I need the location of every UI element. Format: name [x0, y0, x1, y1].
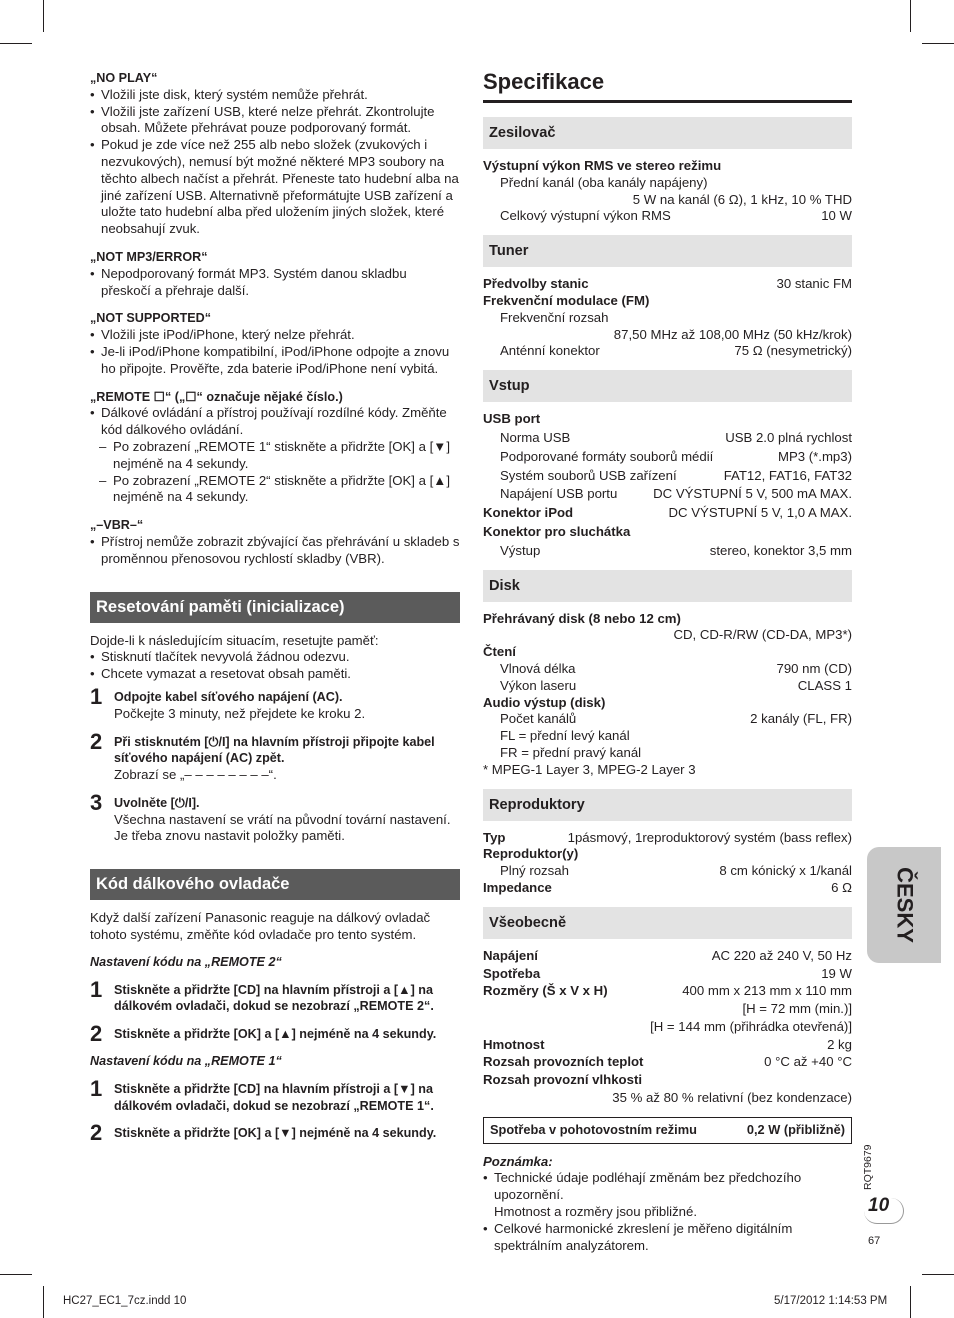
- spec-label: FR = přední pravý kanál: [500, 744, 642, 760]
- spec-label: Výstupní výkon RMS ve stereo režimu: [483, 158, 722, 173]
- remote1-step-1: 1 Stiskněte a přidržte [CD] na hlavním přístroji a [▼] na dálkovém ovladači, dokud se nezobrazí „REMOTE 1“.: [90, 1075, 434, 1113]
- reset-bullet: • Chcete vymazat a resetovat obsah paměti.: [90, 666, 460, 683]
- general-section-title: Všeobecně: [483, 907, 852, 939]
- note-heading: Poznámka:: [483, 1153, 553, 1169]
- error-bullet: • Přístroj nemůže zobrazit zbývající čas přehrávání u skladeb s proměnnou přenosovou rychlostí skladby (VBR).: [90, 534, 460, 568]
- error-heading: „NOT MP3/ERROR“: [90, 249, 208, 264]
- crop-mark: [910, 1286, 911, 1318]
- spec-label: FL = přední levý kanál: [500, 728, 630, 744]
- page-sub-number: 67: [868, 1235, 881, 1247]
- spec-row: Norma USB USB 2.0 plná rychlost: [500, 429, 852, 445]
- spec-row: Hmotnost 2 kg: [483, 1036, 852, 1052]
- reset-section-title: Resetování paměti (inicializace): [90, 592, 460, 623]
- tuner-section-title: Tuner: [483, 235, 852, 267]
- disc-section-title: Disk: [483, 570, 852, 602]
- error-heading: „NO PLAY“: [90, 71, 158, 85]
- spec-row: Napájení AC 220 až 240 V, 50 Hz: [483, 947, 852, 963]
- spec-value: 35 % až 80 % relativní (bez kondenzace): [612, 1090, 852, 1106]
- speakers-section-title: Reproduktory: [483, 789, 852, 821]
- spec-label: Přehrávaný disk (8 nebo 12 cm): [483, 610, 681, 626]
- language-tab-label: ČESKY: [892, 867, 918, 943]
- page-title: Specifikace: [483, 68, 852, 103]
- spec-value: 5 W na kanál (6 Ω), 1 kHz, 10 % THD: [632, 191, 852, 207]
- note-bullet: • Celkové harmonické zkreslení je měřeno digitálním spektrálním analyzátorem.: [483, 1221, 852, 1255]
- spec-row: Plný rozsah 8 cm kónický x 1/kanál: [500, 863, 852, 879]
- error-remote: [90, 389, 460, 507]
- error-heading: „REMOTE ☐“ („☐“ označuje nějaké číslo.): [90, 389, 343, 404]
- dash-item: – Po zobrazení „REMOTE 1“ stiskněte a přidržte [OK] a [▼] nejméně na 4 sekundy.: [99, 438, 450, 471]
- spec-row: Podporované formáty souborů médií MP3 (*.mp3): [500, 448, 852, 464]
- remote-code-intro: Když další zařízení Panasonic reaguje na dálkový ovladač tohoto systému, změňte kód ovladače pro tento systém.: [90, 910, 431, 943]
- spec-label: Přední kanál (oba kanály napájeny): [500, 174, 708, 190]
- language-tab: [867, 847, 941, 963]
- standby-label: Spotřeba v pohotovostním režimu: [490, 1121, 697, 1137]
- spec-row: Typ 1pásmový, 1reproduktorový systém (bass reflex): [483, 829, 852, 845]
- spec-label: Frekvenční rozsah: [500, 309, 609, 325]
- spec-value: CD, CD-R/RW (CD-DA, MP3*): [673, 627, 852, 643]
- spec-row: Počet kanálů 2 kanály (FL, FR): [500, 711, 852, 727]
- spec-row: Impedance 6 Ω: [483, 879, 852, 895]
- error-bullet: • Vložili jste disk, který systém nemůže přehrát.: [90, 87, 460, 104]
- remote2-step-2: 2 Stiskněte a přidržte [OK] a [▲] nejméně na 4 sekundy.: [90, 1021, 437, 1047]
- spec-value: 87,50 MHz až 108,00 MHz (50 kHz/krok): [613, 326, 852, 342]
- spec-label: Čtení: [483, 644, 516, 660]
- reset-step-1: 1 Odpojte kabel síťového napájení (AC). Počkejte 3 minuty, než přejdete ke kroku 2.: [90, 683, 366, 721]
- spec-row: Výstup stereo, konektor 3,5 mm: [500, 542, 852, 558]
- standby-value: 0,2 W (přibližně): [746, 1121, 845, 1137]
- crop-mark: [43, 0, 44, 32]
- crop-mark: [0, 1274, 32, 1275]
- spec-label: Reproduktor(y): [483, 846, 579, 862]
- spec-row: Konektor iPod DC VÝSTUPNÍ 5 V, 1,0 A MAX.: [483, 505, 852, 521]
- error-no-play: [90, 70, 460, 238]
- error-not-supported: [90, 310, 460, 377]
- spec-label: USB port: [483, 411, 541, 427]
- spec-label: Konektor pro sluchátka: [483, 523, 631, 539]
- crop-mark: [922, 43, 954, 44]
- doc-code: RQT9679: [862, 1144, 874, 1190]
- crop-mark: [922, 1274, 954, 1275]
- remote-code-section-title: Kód dálkového ovladače: [90, 869, 460, 900]
- spec-row: Spotřeba 19 W: [483, 965, 852, 981]
- error-bullet: • Vložili jste iPod/iPhone, který nelze přehrát.: [90, 327, 460, 344]
- error-heading: „–VBR–“: [90, 518, 144, 533]
- page-number: 10: [868, 1195, 890, 1216]
- error-not-mp3: [90, 249, 460, 299]
- remote1-heading: Nastavení kódu na „REMOTE 1“: [90, 1054, 282, 1069]
- footer-date: 5/17/2012 1:14:53 PM: [774, 1295, 888, 1307]
- error-bullet: • Dálkové ovládání a přístroj používají rozdílné kódy. Změňte kód dálkového ovládání.: [90, 405, 460, 439]
- error-heading: „NOT SUPPORTED“: [90, 311, 212, 326]
- spec-row: Předvolby stanic 30 stanic FM: [483, 276, 852, 292]
- spec-row: Systém souborů USB zařízení FAT12, FAT16, FAT32: [500, 467, 852, 483]
- note-bullet: • Technické údaje podléhají změnám bez předchozího upozornění. Hmotnost a rozměry jsou přibližné.: [483, 1170, 852, 1220]
- spec-row: Celkový výstupní výkon RMS 10 W: [500, 208, 852, 224]
- crop-mark: [0, 43, 32, 44]
- spec-row: Napájení USB portu DC VÝSTUPNÍ 5 V, 500 mA MAX.: [500, 486, 852, 502]
- remote1-step-2: 2 Stiskněte a přidržte [OK] a [▼] nejméně na 4 sekundy.: [90, 1120, 437, 1146]
- error-bullet: • Vložili jste zařízení USB, které nelze přehrát. Zkontrolujte obsah. Můžete přehrávat pouze podporovaný formát.: [90, 104, 460, 138]
- right-column: [483, 68, 852, 1254]
- reset-step-3: 3 Uvolněte [⏻/I]. Všechna nastavení se vrátí na původní tovární nastavení. Je třeba znovu nastavit položky paměti.: [90, 789, 451, 844]
- crop-mark: [43, 1286, 44, 1318]
- standby-box: [483, 1117, 852, 1144]
- error-bullet: • Pokud je zde více než 255 alb nebo složek (zvukových i nezvukových), nemusí být možné některé MP3 soubory na těchto albech načíst a přehrát. Přeneste tato hudební alba na jiné zařízení USB. Alternativně přeformátujte USB zařízení a uložte tato hudební alba před uložením jiných složek, které neobsahují zvuk.: [90, 137, 460, 238]
- error-vbr: [90, 517, 460, 567]
- crop-mark: [910, 0, 911, 32]
- spec-label: Frekvenční modulace (FM): [483, 292, 650, 308]
- spec-value: [H = 144 mm (přihrádka otevřená)]: [650, 1018, 852, 1034]
- error-bullet: • Je-li iPod/iPhone kompatibilní, iPod/iPhone odpojte a znovu ho připojte. Prověřte, zda baterie iPod/iPhone není vybitá.: [90, 344, 460, 378]
- reset-intro: Dojde-li k následujícím situacím, resetujte paměť:: [90, 632, 379, 648]
- spec-row: Anténní konektor 75 Ω (nesymetrický): [500, 343, 852, 359]
- spec-row: Vlnová délka 790 nm (CD): [500, 660, 852, 676]
- spec-label: Rozsah provozní vlhkosti: [483, 1072, 643, 1088]
- remote2-step-1: 1 Stiskněte a přidržte [CD] na hlavním přístroji a [▲] na dálkovém ovladači, dokud se nezobrazí „REMOTE 2“.: [90, 976, 434, 1014]
- spec-label: Audio výstup (disk): [483, 694, 606, 710]
- reset-step-2: 2 Při stisknutém [⏻/I] na hlavním přístroji připojte kabel síťového napájení (AC) zpět. Zobrazí se „– – – – – – – –“.: [90, 728, 435, 783]
- error-bullet: • Nepodporovaný formát MP3. Systém danou skladbu přeskočí a přehraje další.: [90, 266, 460, 300]
- dash-item: – Po zobrazení „REMOTE 2“ stiskněte a přidržte [OK] a [▲] nejméně na 4 sekundy.: [99, 472, 450, 505]
- amp-section-title: Zesilovač: [483, 117, 852, 149]
- spec-value: [H = 72 mm (min.)]: [742, 1001, 852, 1017]
- reset-bullet: • Stisknutí tlačítek nevyvolá žádnou odezvu.: [90, 649, 460, 666]
- spec-row: Výkon laseru CLASS 1: [500, 677, 852, 693]
- remote2-heading: Nastavení kódu na „REMOTE 2“: [90, 954, 282, 969]
- spec-row: Rozměry (Š x V x H) 400 mm x 213 mm x 110 mm: [483, 983, 852, 999]
- left-column: [90, 70, 460, 1146]
- footnote: * MPEG-1 Layer 3, MPEG-2 Layer 3: [483, 761, 696, 777]
- input-section-title: Vstup: [483, 370, 852, 402]
- spec-row: Rozsah provozních teplot 0 °C až +40 °C: [483, 1054, 852, 1070]
- footer-file: HC27_EC1_7cz.indd 10: [63, 1295, 187, 1307]
